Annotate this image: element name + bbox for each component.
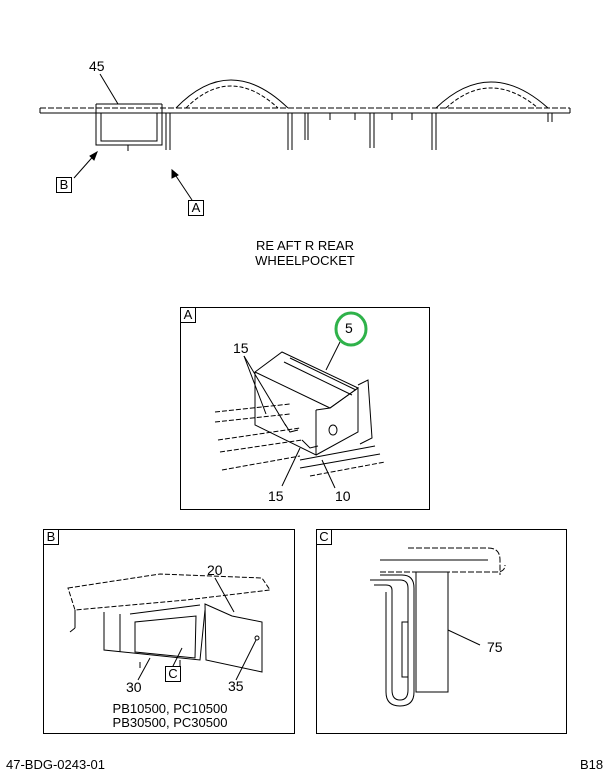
- callout-5: 5: [345, 320, 353, 336]
- callout-35: 35: [228, 678, 244, 694]
- detail-b-label: B: [43, 529, 59, 545]
- callout-b-box: B: [56, 177, 72, 193]
- callout-30: 30: [126, 679, 142, 695]
- detail-a-frame: [180, 307, 430, 510]
- detail-c-label: C: [316, 529, 332, 545]
- callout-15-top: 15: [233, 340, 249, 356]
- view-caption-line2: WHEELPOCKET: [255, 253, 355, 268]
- detail-a-label: A: [180, 307, 196, 323]
- callout-c-box: C: [165, 666, 181, 682]
- callout-45: 45: [89, 58, 105, 74]
- callout-75: 75: [487, 639, 503, 655]
- callout-20: 20: [207, 562, 223, 578]
- page-number: B18: [580, 757, 604, 772]
- top-view-drawing: [40, 74, 570, 200]
- callout-a-box: A: [188, 200, 204, 216]
- doc-id: 47-BDG-0243-01: [6, 757, 105, 772]
- models-line1: PB10500, PC10500: [112, 701, 228, 716]
- callout-15-bottom: 15: [268, 488, 284, 504]
- detail-c-frame: [316, 529, 567, 734]
- models-line2: PB30500, PC30500: [112, 715, 228, 730]
- callout-10: 10: [335, 488, 351, 504]
- view-caption-line1: RE AFT R REAR: [255, 238, 354, 253]
